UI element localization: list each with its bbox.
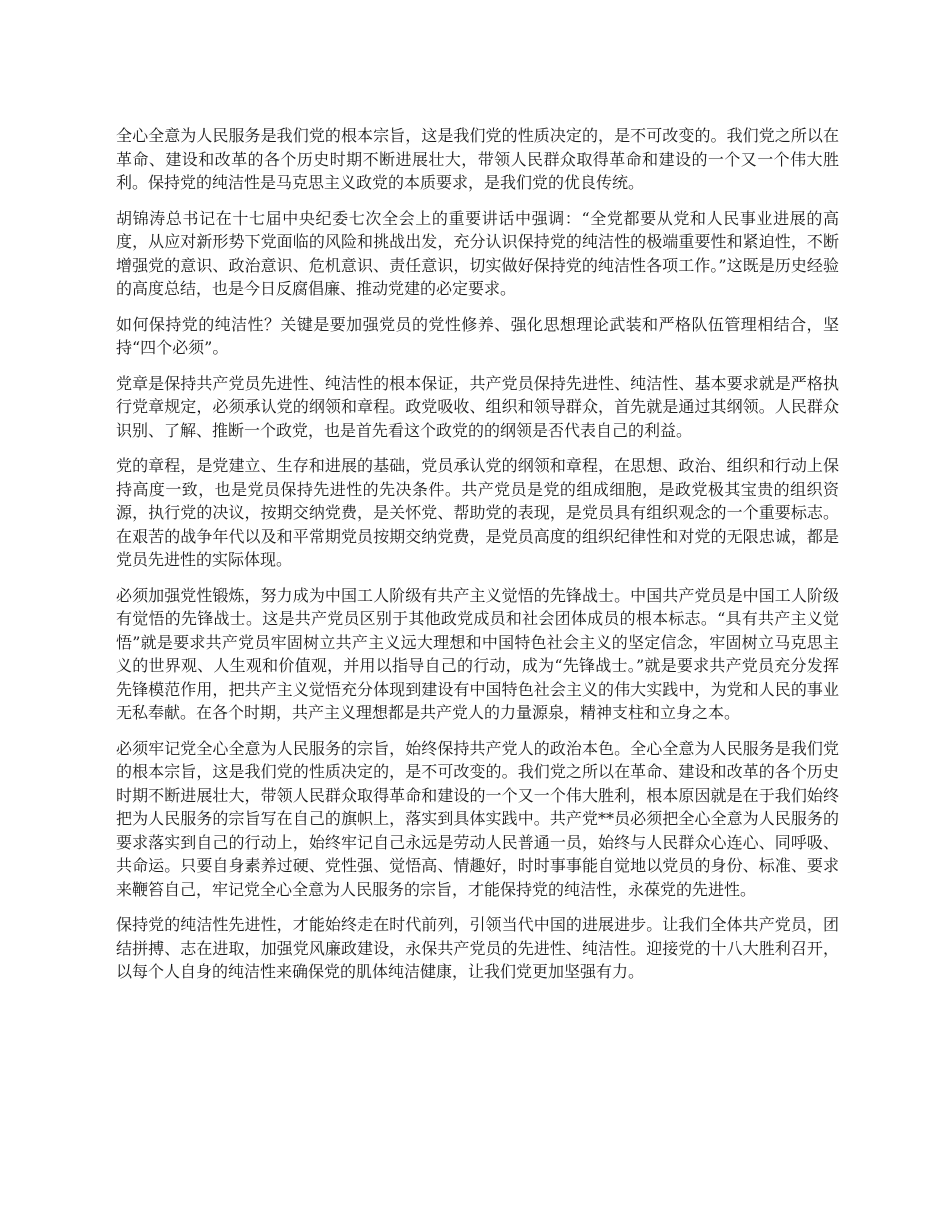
paragraph-2: 胡锦涛总书记在十七届中央纪委七次全会上的重要讲话中强调：“全党都要从党和人民事业进展的高度，从应对新形势下党面临的风险和挑战出发，充分认识保持党的纯洁性的极端重要性和紧迫性，不断增强党的意识、政治意识、危机意识、责任意识，切实做好保持党的纯洁性各项工作。”这既是历史经验的高度总结，也是今日反腐倡廉、推动党建的必定要求。 xyxy=(116,208,839,298)
paragraph-1: 全心全意为人民服务是我们党的根本宗旨，这是我们党的性质决定的，是不可改变的。我们党之所以在革命、建设和改革的各个历史时期不断进展壮大，带领人民群众取得革命和建设的一个又一个伟大胜利。保持党的纯洁性是马克思主义政党的本质要求，是我们党的优良传统。 xyxy=(116,126,839,192)
paragraph-8: 保持党的纯洁性先进性，才能始终走在时代前列，引领当代中国的进展进步。让我们全体共产党员，团结拼搏、志在进取，加强党风廉政建设，永保共产党员的先进性、纯洁性。迎接党的十八大胜利召开，以每个人自身的纯洁性来确保党的肌体纯洁健康，让我们党更加坚强有力。 xyxy=(116,915,839,981)
paragraph-4: 党章是保持共产党员先进性、纯洁性的根本保证，共产党员保持先进性、纯洁性、基本要求就是严格执行党章规定，必须承认党的纲领和章程。政党吸收、组织和领导群众，首先就是通过其纲领。人民群众识别、了解、推断一个政党，也是首先看这个政党的的纲领是否代表自己的利益。 xyxy=(116,373,839,440)
paragraph-6: 必须加强党性锻炼，努力成为中国工人阶级有共产主义觉悟的先锋战士。中国共产党员是中国工人阶级有觉悟的先锋战士。这是共产党员区别于其他政党成员和社会团体成员的根本标志。“具有共产主义觉悟”就是要求共产党员牢固树立共产主义远大理想和中国特色社会主义的坚定信念，牢固树立马克思主义的世界观、人生观和价值观，并用以指导自己的行动，成为“先锋战士。”就是要求共产党员充分发挥先锋模范作用，把共产主义觉悟充分体现到建设有中国特色社会主义的伟大实践中，为党和人民的事业无私奉献。在各个时期，共产主义理想都是共产党人的力量源泉，精神支柱和立身之本。 xyxy=(116,585,839,722)
paragraph-5: 党的章程，是党建立、生存和进展的基础，党员承认党的纲领和章程，在思想、政治、组织和行动上保持高度一致，也是党员保持先进性的先决条件。共产党员是党的组成细胞，是政党极其宝贵的组织资源，执行党的决议，按期交纳党费，是关怀党、帮助党的表现，是党员具有组织观念的一个重要标志。在艰苦的战争年代以及和平常期党员按期交纳党费，是党员高度的组织纪律性和对党的无限忠诚，都是党员先进性的实际体现。 xyxy=(116,456,839,569)
paragraph-3: 如何保持党的纯洁性？关键是要加强党员的党性修养、强化思想理论武装和严格队伍管理相结合，坚持“四个必须”。 xyxy=(116,314,839,357)
document-body xyxy=(116,124,839,996)
paragraph-7: 必须牢记党全心全意为人民服务的宗旨，始终保持共产党人的政治本色。全心全意为人民服务是我们党的根本宗旨，这是我们党的性质决定的，是不可改变的。我们党之所以在革命、建设和改革的各个历史时期不断进展壮大，带领人民群众取得革命和建设的一个又一个伟大胜利，根本原因就是在于我们始终把为人民服务的宗旨写在自己的旗帜上，落实到具体实践中。共产党**员必须把全心全意为人民服务的要求落实到自己的行动上，始终牢记自己永远是劳动人民普通一员，始终与人民群众心连心、同呼吸、共命运。只要自身素养过硬、党性强、觉悟高、情趣好，时时事事能自觉地以党员的身份、标准、要求来鞭笞自己，牢记党全心全意为人民服务的宗旨，才能保持党的纯洁性，永葆党的先进性。 xyxy=(116,738,839,899)
